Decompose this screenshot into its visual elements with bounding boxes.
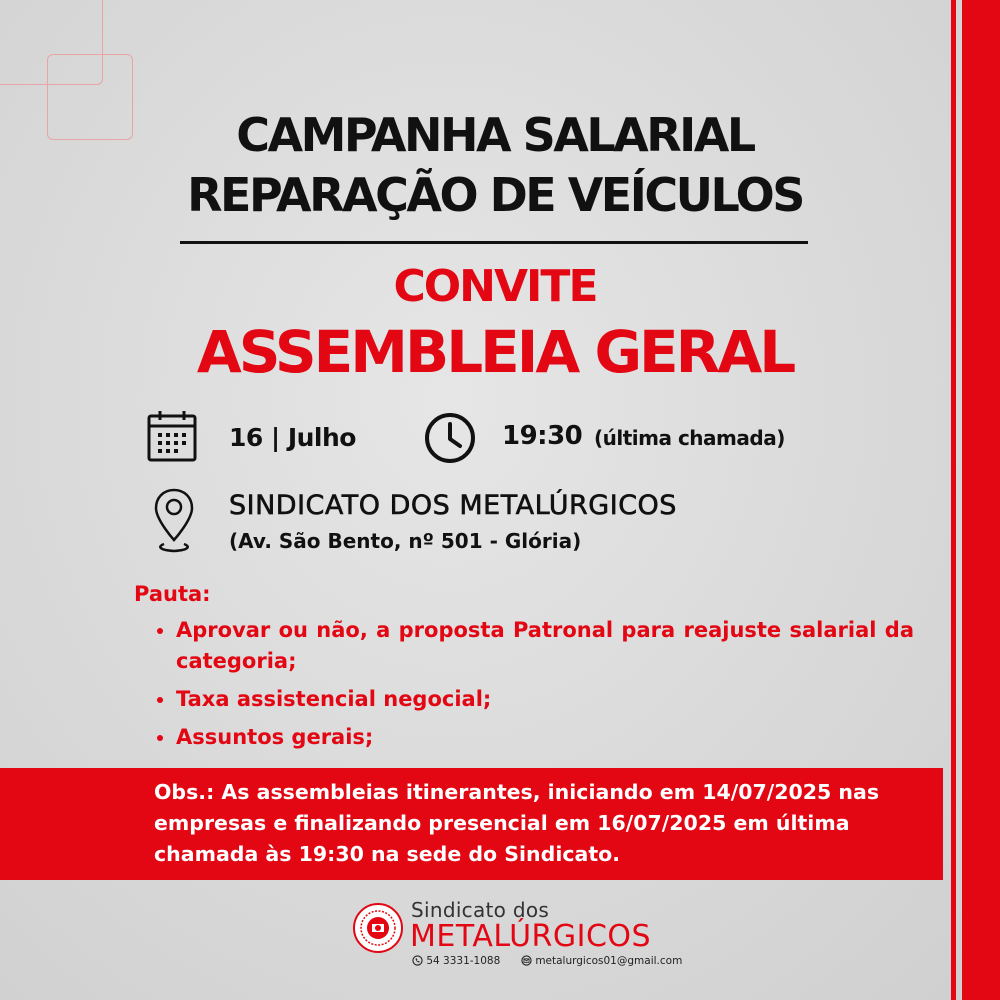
headline-assembleia: ASSEMBLEIA GERAL: [196, 318, 794, 386]
pauta-item: • Taxa assistencial negocial;: [176, 684, 914, 715]
event-time: 19:30: [502, 421, 583, 451]
whatsapp-icon: [412, 955, 423, 966]
headline-convite: CONVITE: [393, 261, 597, 312]
email-icon: [521, 955, 532, 966]
pauta-item: • Aprovar ou não, a proposta Patronal para reajuste salarial da categoria;: [176, 615, 914, 677]
map-pin-icon: [152, 486, 196, 556]
contact-info: [412, 955, 682, 967]
clock-icon: [424, 412, 476, 464]
contact-email: metalurgicos01@gmail.com: [535, 955, 683, 967]
calendar-icon: [147, 410, 197, 462]
header-title-line2: REPARAÇÃO DE VEÍCULOS: [187, 168, 803, 222]
logo-text-line1: Sindicato dos: [411, 898, 550, 922]
logo-text-line2: METALÚRGICOS: [410, 919, 652, 954]
event-address: (Av. São Bento, nº 501 - Glória): [229, 529, 582, 553]
contact-phone: 54 3331-1088: [426, 955, 501, 967]
pauta-item: • Assuntos gerais;: [176, 722, 914, 753]
header-title-line1: CAMPANHA SALARIAL: [236, 108, 754, 162]
event-time-note: (última chamada): [594, 426, 785, 450]
title-divider: [180, 241, 808, 244]
pauta-title: Pauta:: [134, 582, 211, 606]
event-date: 16 | Julho: [229, 423, 356, 452]
obs-text: Obs.: As assembleias itinerantes, iniciando em 14/07/2025 nas empresas e finalizando presencial em 16/07/2025 em última chamada às 19:30 na sede do Sindicato.: [154, 780, 880, 866]
event-venue: SINDICATO DOS METALÚRGICOS: [229, 490, 677, 521]
pauta-list: [150, 615, 914, 760]
union-seal-logo: [353, 903, 403, 953]
